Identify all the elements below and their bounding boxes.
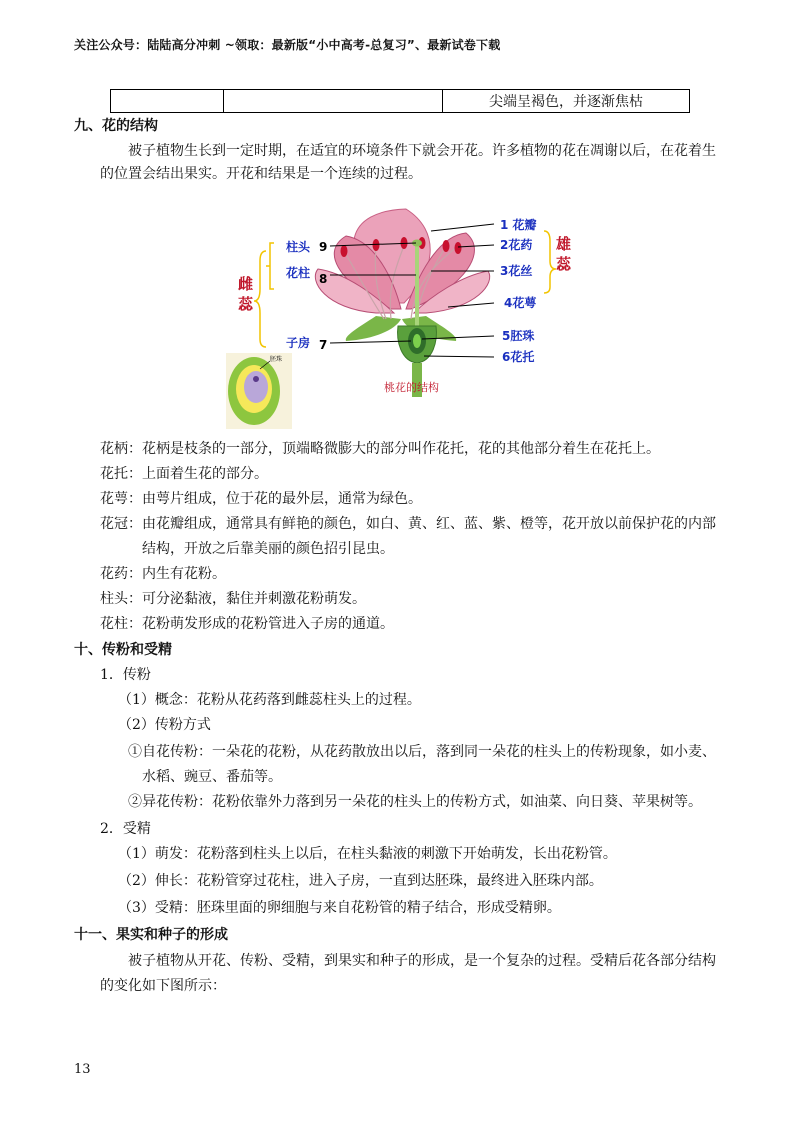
definition-zhutou: 柱头：可分泌黏液，黏住并刺激花粉萌发。: [100, 591, 366, 607]
label-ovule: 5胚珠: [502, 329, 535, 343]
label-zhutou: 柱头: [286, 240, 311, 254]
section-10-title: 十、传粉和受精: [74, 642, 172, 658]
style: [415, 246, 419, 331]
page-header: 关注公众号：陆陆高分冲刺 ~领取：最新版“小中高考-总复习”、最新试卷下载: [74, 38, 501, 52]
table-cell: [111, 90, 224, 113]
flower-diagram: [226, 191, 572, 431]
item: （1）萌发：花粉落到柱头上以后，在柱头黏液的刺激下开始萌发，长出花粉管。: [118, 846, 617, 862]
section-11-title: 十一、果实和种子的形成: [74, 927, 228, 943]
table-cell: [224, 90, 443, 113]
subsection-fertilization: 2．受精: [100, 821, 151, 837]
item: （3）受精：胚珠里面的卵细胞与来自花粉管的精子结合，形成受精卵。: [118, 900, 561, 916]
label-number-8: 8: [319, 272, 328, 286]
definition-huatuo: 花托：上面着生花的部分。: [100, 466, 268, 482]
label-zifang: 子房: [286, 336, 311, 350]
sepal-left: [346, 316, 401, 341]
page-number: 13: [74, 1062, 91, 1077]
label-number-9: 9: [319, 240, 328, 254]
label-number-7: 7: [319, 338, 328, 352]
definition-huaguan: 花冠：由花瓣组成，通常具有鲜艳的颜色，如白、黄、红、蓝、紫、橙等，花开放以前保护花的内部: [100, 516, 716, 532]
label-petal: 1 花瓣: [500, 218, 537, 232]
paragraph: 的变化如下图所示：: [100, 978, 226, 994]
definition-huaguan-cont: 结构，开放之后靠美丽的颜色招引昆虫。: [142, 541, 394, 557]
inset-label: 胚珠: [270, 356, 283, 363]
subsection-pollination: 1．传粉: [100, 667, 151, 683]
label-xiong: 雄: [556, 235, 572, 253]
section-9-title: 九、花的结构: [74, 118, 158, 134]
peach-flower-figure: [226, 191, 572, 431]
item: ②异花传粉：花粉依靠外力落到另一朵花的柱头上的传粉方式，如油菜、向日葵、苹果树等。: [128, 794, 702, 810]
paragraph: 被子植物从开花、传粉、受精，到果实和种子的形成，是一个复杂的过程。受精后花各部分结构: [128, 953, 716, 969]
label-anther: 2花药: [500, 238, 533, 252]
ovule: [413, 334, 421, 348]
table-row: [111, 90, 690, 113]
label-filament: 3花丝: [500, 264, 533, 278]
label-sepal: 4花萼: [504, 296, 537, 310]
item: （2）伸长：花粉管穿过花柱，进入子房，一直到达胚珠，最终进入胚珠内部。: [118, 873, 603, 889]
label-ci: 雌: [238, 275, 254, 293]
label-receptacle: 6花托: [502, 350, 535, 364]
continued-table: [110, 89, 690, 113]
item: （2）传粉方式: [118, 717, 211, 733]
label-rui: 蕊: [238, 295, 254, 313]
definition-huae: 花萼：由萼片组成，位于花的最外层，通常为绿色。: [100, 491, 422, 507]
figure-caption: 桃花的结构: [384, 381, 439, 394]
label-xiong-rui: 蕊: [556, 255, 572, 273]
item: （1）概念：花粉从花药落到雌蕊柱头上的过程。: [118, 692, 421, 708]
ovule-inset: [226, 353, 292, 429]
definition-huabing: 花柄：花柄是枝条的一部分，顶端略微膨大的部分叫作花托，花的其他部分着生在花托上。: [100, 441, 660, 457]
item-cont: 水稻、豌豆、番茄等。: [142, 769, 282, 785]
table-cell: 尖端呈褐色，并逐渐焦枯: [443, 90, 690, 113]
paragraph: 的位置会结出果实。开花和结果是一个连续的过程。: [100, 166, 422, 182]
paragraph: 被子植物生长到一定时期，在适宜的环境条件下就会开花。许多植物的花在凋谢以后，在花着生: [128, 143, 716, 159]
definition-huayao: 花药：内生有花粉。: [100, 566, 226, 582]
definition-huazhu: 花柱：花粉萌发形成的花粉管进入子房的通道。: [100, 616, 394, 632]
item: ①自花传粉：一朵花的花粉，从花药散放出以后，落到同一朵花的柱头上的传粉现象，如小麦、: [128, 744, 716, 760]
label-huazhu: 花柱: [286, 266, 311, 280]
